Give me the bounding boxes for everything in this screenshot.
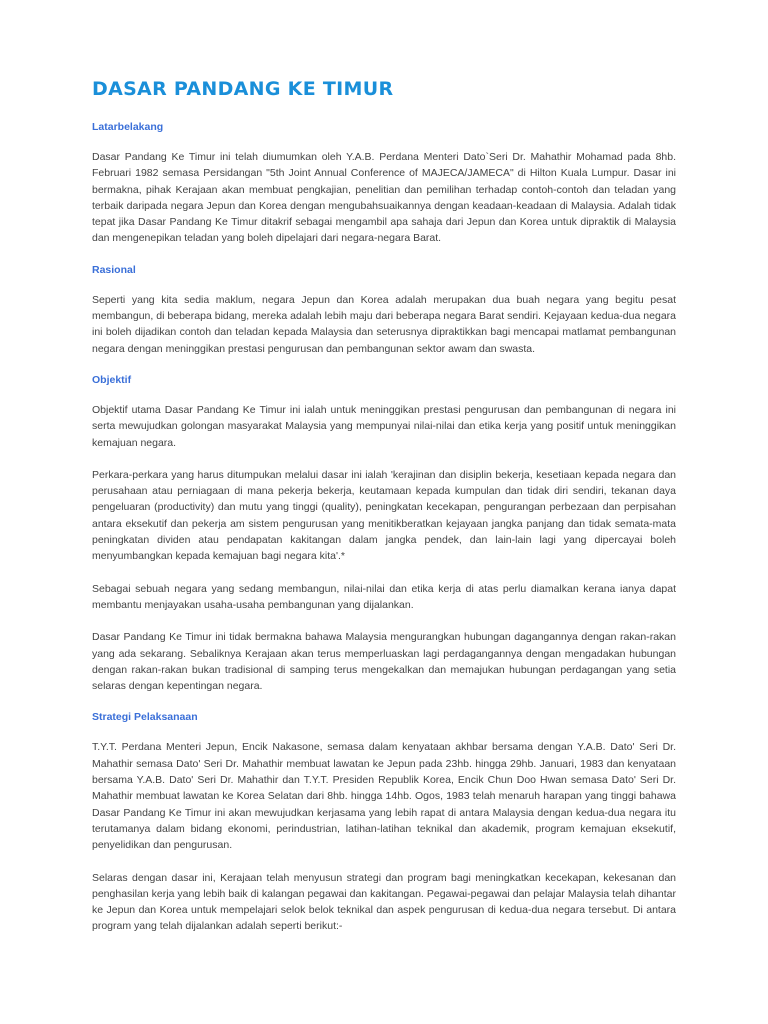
section-latarbelakang: [92, 120, 676, 247]
paragraph: Dasar Pandang Ke Timur ini tidak bermakna bahawa Malaysia mengurangkan hubungan dagangannya dengan rakan-rakan yang ada sekarang. Sebaliknya Kerajaan akan terus memperluaskan lagi perdagangannya dengan mengadakan hubungan dengan rakan-rakan bukan tradisional di samping terus mengekalkan dan memajukan hubungan perdagangan yang setia selaras dengan kepentingan negara.: [92, 631, 676, 693]
paragraph: Sebagai sebuah negara yang sedang membangun, nilai-nilai dan etika kerja di atas perlu diamalkan kerana ianya dapat membantu menjayakan usaha-usaha pembangunan yang dijalankan.: [92, 582, 676, 611]
section-heading: Strategi Pelaksanaan: [92, 711, 198, 724]
section-objektif: [92, 373, 676, 694]
section-heading: Latarbelakang: [92, 121, 164, 133]
paragraph: Seperti yang kita sedia maklum, negara Jepun dan Korea adalah merupakan dua buah negara yang begitu pesat membangun, di beberapa bidang, mereka adalah lebih maju dari beberapa negara Barat sendiri. Kejayaan kedua-dua negara ini boleh dijadikan contoh dan teladan kepada Malaysia dan seterusnya dipraktikkan bagi mencapai matlamat pembangunan negara dengan meninggikan prestasi pengurusan dan pembangunan sektor awam dan swasta.: [92, 293, 676, 355]
section-heading: Objektif: [92, 373, 132, 386]
paragraph: Perkara-perkara yang harus ditumpukan melalui dasar ini ialah 'kerajinan dan disiplin bekerja, kesetiaan kepada negara dan perusahaan atau perniagaan di mana pekerja bekerja, keutamaan kepada kumpulan dan tidak diri sendiri, tekanan daya pengeluaran (productivity) dan mutu yang tinggi (quality), peningkatan kecekapan, pengurangan perbezaan dan perpisahan antara eksekutif dan pekerja am sistem pengurusan yang menitikberatkan kejayaan jangka panjang dan tidak semata-mata peningkatan dividen atau pendapatan kakitangan dalam jangka pendek, dan lain-lain lagi yang dipercayai boleh menyumbangkan kepada kemajuan bagi negara kita'.*: [92, 468, 676, 563]
paragraph: Selaras dengan dasar ini, Kerajaan telah menyusun strategi dan program bagi meningkatkan kecekapan, kekesanan dan penghasilan kerja yang lebih baik di kalangan pegawai dan kakitangan. Pegawai-pegawai dan pelajar Malaysia telah dihantar ke Jepun dan Korea untuk mempelajari selok belok teknikal dan aspek pengurusan di kedua-dua negara tersebut. Di antara program yang telah dijalankan adalah seperti berikut:-: [92, 871, 676, 933]
page-title: DASAR PANDANG KE TIMUR: [92, 78, 394, 100]
paragraph: Dasar Pandang Ke Timur ini telah diumumkan oleh Y.A.B. Perdana Menteri Dato`Seri Dr. Mahathir Mohamad pada 8hb. Februari 1982 semasa Persidangan "5th Joint Annual Conference of MAJECA/JAMECA" di Hilton Kuala Lumpur. Dasar ini bermakna, pihak Kerajaan akan membuat pengkajian, penelitian dan pemilihan terhadap contoh-contoh dan teladan yang terbaik daripada negara Jepun dan Korea dengan mengubahsuaikannya dengan keadaan-keadaan di Malaysia. Adalah tidak tepat jika Dasar Pandang Ke Timur ditakrif sebagai mengambil apa sahaja dari Jepun dan Korea untuk dipraktik di Malaysia dan mengenepikan teladan yang boleh dipelajari dari negara-negara Barat.: [92, 151, 676, 245]
section-heading: Rasional: [92, 263, 136, 276]
paragraph: Objektif utama Dasar Pandang Ke Timur ini ialah untuk meninggikan prestasi pengurusan dan pembangunan di negara ini serta mewujudkan golongan masyarakat Malaysia yang mempunyai nilai-nilai dan etika kerja yang positif untuk meninggikan kemajuan negara.: [92, 403, 676, 449]
section-rasional: [92, 263, 676, 357]
section-strategi-pelaksanaan: [92, 710, 676, 934]
paragraph: T.Y.T. Perdana Menteri Jepun, Encik Nakasone, semasa dalam kenyataan akhbar bersama dengan Y.A.B. Dato' Seri Dr. Mahathir semasa Dato' Seri Dr. Mahathir membuat lawatan ke Jepun pada 23hb. hingga 29hb. Januari, 1983 dan kenyataan bersama Y.A.B. Dato' Seri Dr. Mahathir dan T.Y.T. Presiden Republik Korea, Encik Chun Doo Hwan semasa Dato' Seri Dr. Mahathir membuat lawatan ke Korea Selatan dari 8hb. hingga 14hb. Ogos, 1983 telah menaruh harapan yang tinggi bahawa Dasar Pandang Ke Timur ini akan mewujudkan kerjasama yang lebih rapat di antara Malaysia dengan kedua-dua negara itu terutamanya dalam bidang ekonomi, perindustrian, latihan-latihan teknikal dan akademik, program kemajuan eksekutif, penyelidikan dan pengurusan.: [92, 741, 676, 852]
